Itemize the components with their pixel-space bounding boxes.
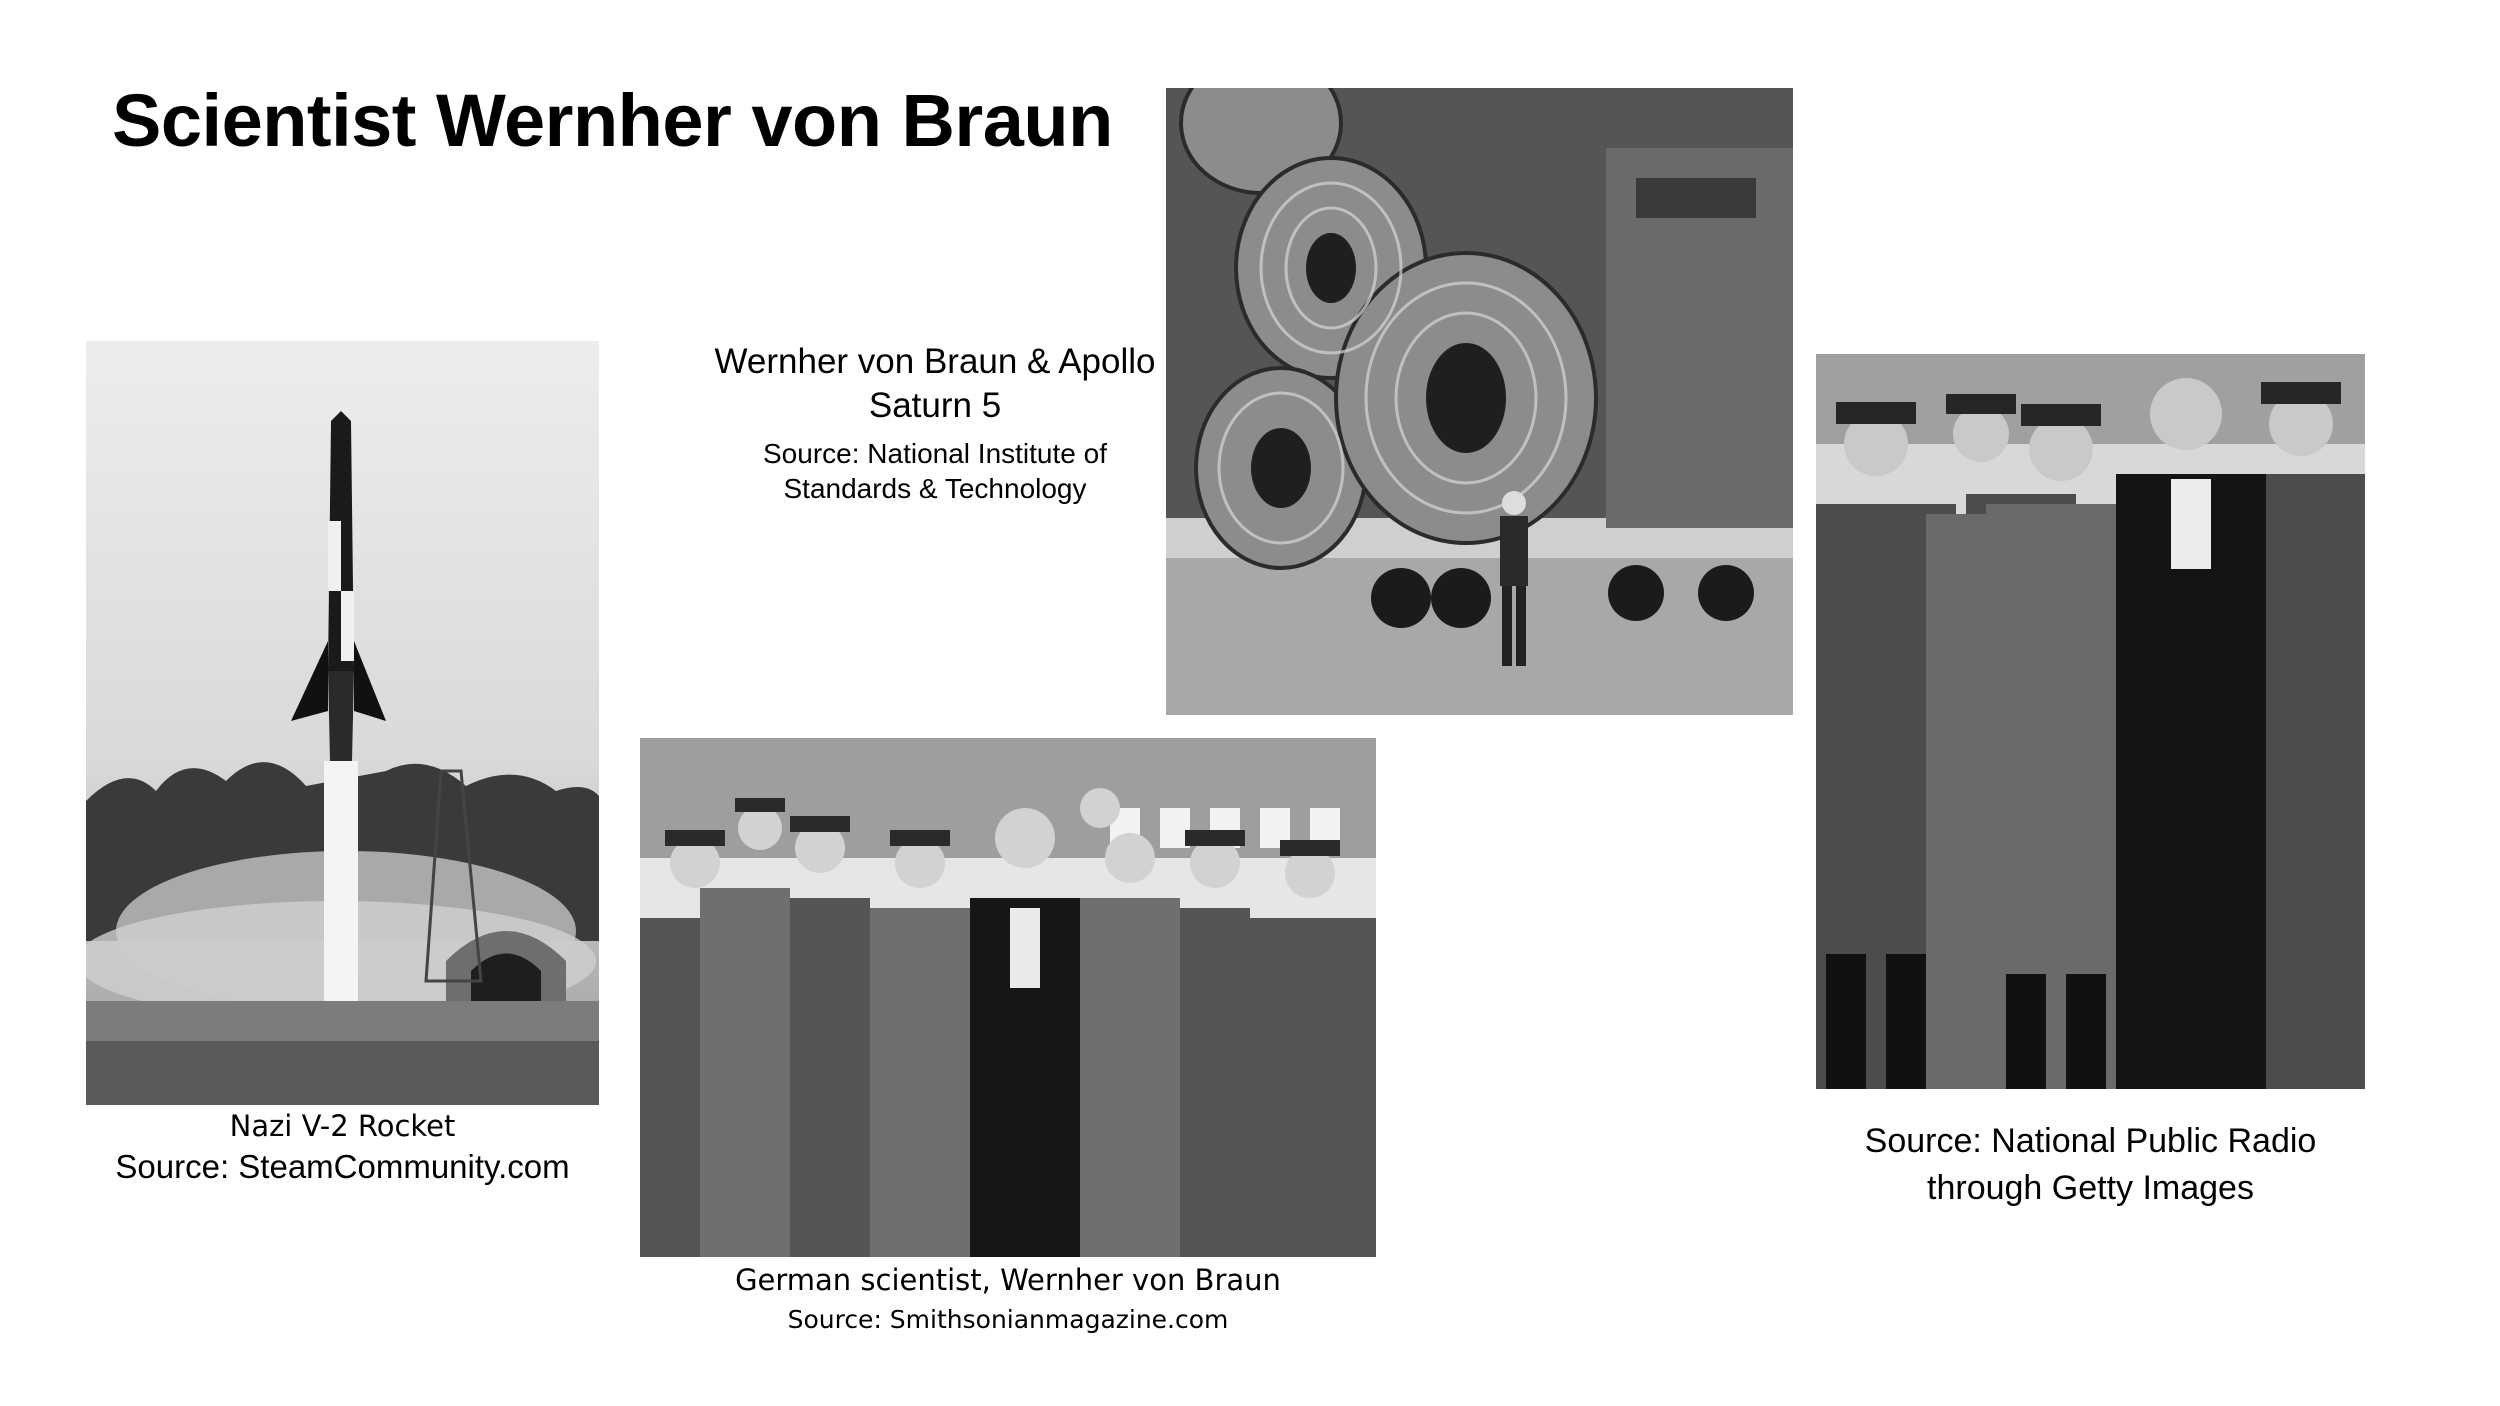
npr-source-line1: Source: National Public Radio [1864,1122,2317,1160]
group-caption [640,1262,1376,1336]
v2-rocket-source: Source: SteamCommunity.com [115,1148,570,1186]
saturn5-caption [700,340,1170,506]
npr-source-line2: through Getty Images [1927,1168,2254,1207]
group-photo [640,738,1376,1257]
saturn5-source-line2: Standards & Technology [783,472,1087,504]
saturn5-caption-line2: Saturn 5 [868,385,1002,425]
saturn5-engines-photo [1166,88,1793,715]
group-source: Source: Smithsonianmagazine.com [787,1305,1229,1335]
npr-caption [1816,1120,2365,1209]
saturn5-source-line1: Source: National Institute of [763,437,1107,469]
slide-title: Scientist Wernher von Braun [112,79,1113,162]
v2-rocket-caption [60,1108,625,1188]
v2-rocket-photo [86,341,599,1105]
v2-rocket-caption-text: Nazi V-2 Rocket [229,1109,456,1143]
saturn5-caption-line1: Wernher von Braun & Apollo [714,342,1156,381]
npr-officers-photo [1816,354,2365,1089]
group-caption-text: German scientist, Wernher von Braun [735,1263,1281,1297]
